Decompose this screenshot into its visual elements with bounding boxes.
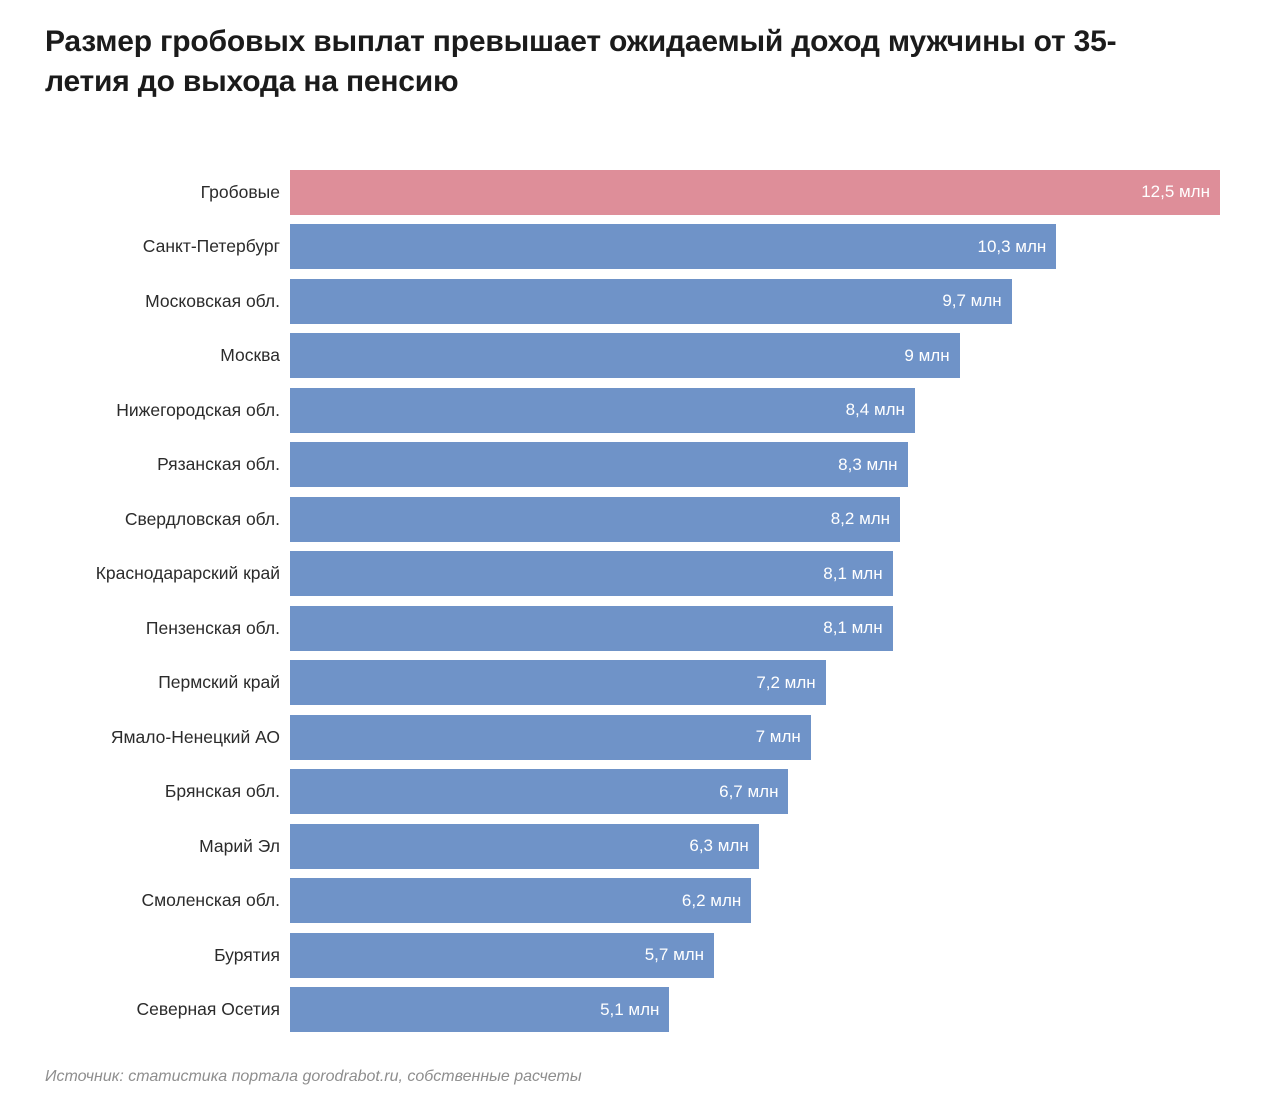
bar-category-label: Гробовые bbox=[200, 181, 280, 202]
bar-track bbox=[290, 601, 1280, 656]
chart-row bbox=[0, 383, 1280, 438]
bar-value-label: 5,1 млн bbox=[600, 999, 660, 1019]
bar-category-label: Северная Осетия bbox=[136, 999, 280, 1020]
bar-value-label: 10,3 млн bbox=[977, 236, 1047, 256]
bar-category-label: Бурятия bbox=[214, 944, 280, 965]
chart-row bbox=[0, 492, 1280, 547]
bar bbox=[290, 224, 1056, 269]
bar-category-label: Пермский край bbox=[158, 672, 280, 693]
chart-row bbox=[0, 329, 1280, 384]
chart-row bbox=[0, 656, 1280, 711]
chart-row bbox=[0, 983, 1280, 1038]
bar-chart bbox=[0, 165, 1280, 1037]
chart-row bbox=[0, 710, 1280, 765]
bar bbox=[290, 333, 960, 378]
bar bbox=[290, 933, 714, 978]
bar-track bbox=[290, 438, 1280, 493]
bar-value-label: 6,3 млн bbox=[689, 836, 749, 856]
bar-value-label: 6,7 млн bbox=[719, 781, 779, 801]
chart-row bbox=[0, 928, 1280, 983]
bar-category-label: Москва bbox=[220, 345, 280, 366]
bar-track bbox=[290, 492, 1280, 547]
bar-value-label: 7 млн bbox=[755, 727, 801, 747]
bar-track bbox=[290, 874, 1280, 929]
bar bbox=[290, 715, 811, 760]
page-title: Размер гробовых выплат превышает ожидаемый доход мужчины от 35-летия до выхода на пенсию bbox=[45, 25, 1117, 98]
bar-track bbox=[290, 547, 1280, 602]
bar-track bbox=[290, 383, 1280, 438]
bar-value-label: 8,3 млн bbox=[838, 454, 898, 474]
bar-category-label: Нижегородская обл. bbox=[116, 399, 280, 420]
bar bbox=[290, 497, 900, 542]
bar-category-label: Пензенская обл. bbox=[145, 617, 280, 638]
bar-category-label: Смоленская обл. bbox=[141, 890, 280, 911]
chart-row bbox=[0, 438, 1280, 493]
bar-category-label: Брянская обл. bbox=[164, 781, 280, 802]
bar-category-label: Марий Эл bbox=[199, 835, 280, 856]
bar bbox=[290, 824, 759, 869]
bar bbox=[290, 987, 669, 1032]
bar bbox=[290, 551, 893, 596]
bar-value-label: 8,1 млн bbox=[823, 618, 883, 638]
bar bbox=[290, 388, 915, 433]
chart-row bbox=[0, 819, 1280, 874]
chart-row bbox=[0, 220, 1280, 275]
chart-row bbox=[0, 765, 1280, 820]
bar-value-label: 8,4 млн bbox=[845, 400, 905, 420]
chart-row bbox=[0, 274, 1280, 329]
bar-track bbox=[290, 819, 1280, 874]
bar-category-label: Ямало-Ненецкий АО bbox=[110, 726, 280, 747]
bar bbox=[290, 769, 788, 814]
bar-value-label: 7,2 млн bbox=[756, 672, 816, 692]
bar-value-label: 9 млн bbox=[904, 345, 950, 365]
bar-track bbox=[290, 710, 1280, 765]
bar-track bbox=[290, 983, 1280, 1038]
bar-category-label: Рязанская обл. bbox=[157, 454, 280, 475]
bar bbox=[290, 878, 751, 923]
bar bbox=[290, 606, 893, 651]
chart-row bbox=[0, 547, 1280, 602]
bar-category-label: Санкт-Петербург bbox=[142, 236, 280, 257]
bar-track bbox=[290, 765, 1280, 820]
bar bbox=[290, 660, 826, 705]
bar-track bbox=[290, 165, 1280, 220]
bar-track bbox=[290, 274, 1280, 329]
bar-value-label: 8,2 млн bbox=[830, 509, 891, 529]
bar-category-label: Московская обл. bbox=[145, 290, 280, 311]
bar-track bbox=[290, 220, 1280, 275]
bar bbox=[290, 170, 1220, 215]
source-note: Источник: статистика портала gorodrabot.ru, собственные расчеты bbox=[45, 1068, 582, 1085]
bar bbox=[290, 442, 908, 487]
bar-value-label: 12,5 млн bbox=[1141, 182, 1210, 202]
chart-row bbox=[0, 874, 1280, 929]
bar-track bbox=[290, 329, 1280, 384]
bar bbox=[290, 279, 1012, 324]
chart-row bbox=[0, 165, 1280, 220]
bar-value-label: 6,2 млн bbox=[681, 890, 742, 910]
bar-value-label: 5,7 млн bbox=[644, 945, 705, 965]
bar-track bbox=[290, 656, 1280, 711]
bar-track bbox=[290, 928, 1280, 983]
bar-category-label: Свердловская обл. bbox=[124, 508, 280, 529]
bar-category-label: Краснодарарский край bbox=[95, 563, 280, 584]
bar-value-label: 8,1 млн bbox=[823, 563, 883, 583]
bar-value-label: 9,7 млн bbox=[942, 291, 1002, 311]
chart-row bbox=[0, 601, 1280, 656]
